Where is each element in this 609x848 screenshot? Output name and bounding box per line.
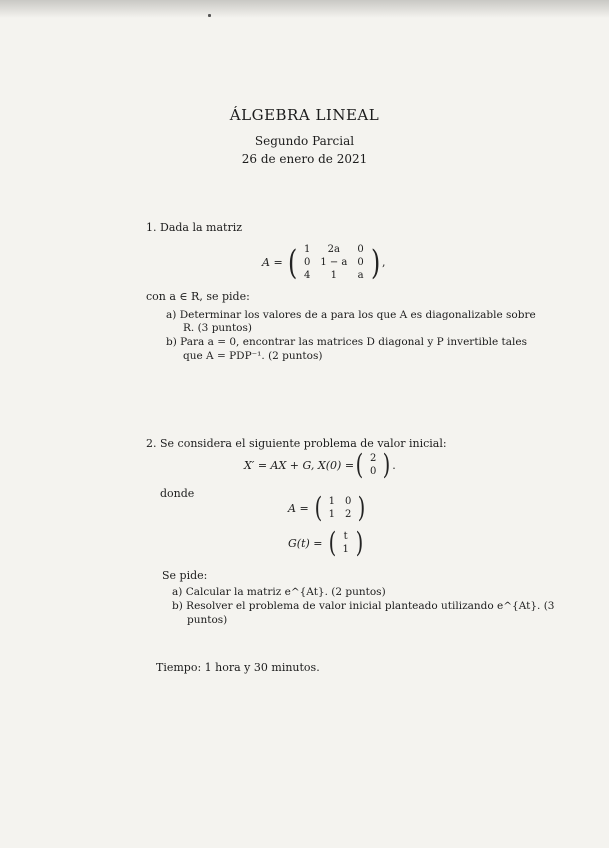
vector-row xyxy=(337,543,353,556)
part-text: Determinar los valores de a para los que A es diagonalizable sobre xyxy=(179,309,536,321)
exam-subtitle: Segundo Parcial xyxy=(254,134,355,148)
part-1b xyxy=(166,336,527,348)
matrix-cell: 1 xyxy=(330,270,338,281)
vector-row xyxy=(365,452,381,465)
part-label: b) xyxy=(166,336,177,348)
part-text: Para a = 0, encontrar las matrices D diagonal y P invertible tales xyxy=(180,336,527,348)
left-paren: ( xyxy=(328,526,336,559)
scan-speck xyxy=(208,14,211,17)
g-label: G(t) = xyxy=(288,536,323,550)
g-vector xyxy=(337,530,353,556)
matrix-A-label: A = xyxy=(262,256,283,269)
x0-vector xyxy=(365,452,381,478)
part-text: Calcular la matriz e^{At}. (2 puntos) xyxy=(185,586,386,598)
matrix-cell: 1 xyxy=(328,509,335,520)
left-paren: ( xyxy=(314,491,322,524)
problem-1-number: 1. xyxy=(146,221,157,234)
part-label: a) xyxy=(166,309,177,321)
part-2b xyxy=(172,600,554,612)
vector-cell: 0 xyxy=(369,466,377,477)
matrix-A2-display xyxy=(288,491,367,524)
g-vector-display xyxy=(288,526,365,559)
matrix-row xyxy=(299,243,369,256)
matrix-row xyxy=(324,495,357,508)
part-2a xyxy=(172,586,386,598)
vector-row xyxy=(365,465,381,478)
vector-cell: 2 xyxy=(369,453,377,464)
right-paren: ) xyxy=(383,448,391,481)
matrix-A2 xyxy=(324,495,357,521)
matrix-cell: 0 xyxy=(344,496,352,507)
equation-text: X′ = AX + G, X(0) = xyxy=(244,458,355,472)
matrix-row xyxy=(299,269,369,282)
part-2b-cont: puntos) xyxy=(187,614,228,626)
matrix-cell: 0 xyxy=(357,257,364,268)
matrix-cell: a xyxy=(357,270,364,281)
equation-tail: . xyxy=(392,458,396,472)
matrix-A2-label: A = xyxy=(288,501,309,515)
matrix-cell: 0 xyxy=(303,257,311,268)
part-1a-cont: R. (3 puntos) xyxy=(183,322,252,334)
exam-title: ÁLGEBRA LINEAL xyxy=(229,106,380,124)
problem-1 xyxy=(146,221,242,234)
left-paren: ( xyxy=(287,242,297,283)
matrix-cell: 2 xyxy=(344,509,352,520)
part-1b-cont: que A = PDP⁻¹. (2 puntos) xyxy=(183,350,323,362)
vector-cell: 1 xyxy=(342,544,349,555)
exam-date: 26 de enero de 2021 xyxy=(241,152,368,166)
right-paren: ) xyxy=(370,242,381,283)
matrix-cell: 2a xyxy=(327,244,340,255)
matrix-row xyxy=(324,508,357,521)
part-1a xyxy=(166,309,536,321)
problem-1-condition: con a ∈ R, se pide: xyxy=(146,290,250,303)
matrix-cell: 4 xyxy=(303,270,311,281)
matrix-cell: 1 xyxy=(328,496,335,507)
vector-cell: t xyxy=(343,531,348,542)
vector-row xyxy=(337,530,353,543)
matrix-A xyxy=(299,243,369,282)
se-pide-label: Se pide: xyxy=(162,569,208,582)
matrix-cell: 1 − a xyxy=(320,257,348,268)
matrix-cell: 1 xyxy=(303,244,311,255)
exam-duration: Tiempo: 1 hora y 30 minutos. xyxy=(156,661,320,674)
problem-2 xyxy=(146,437,447,450)
matrix-tail: , xyxy=(382,256,386,269)
right-paren: ) xyxy=(355,526,364,559)
donde-label: donde xyxy=(160,487,195,500)
problem-2-intro: Se considera el siguiente problema de valor inicial: xyxy=(160,437,447,450)
scan-shadow xyxy=(0,0,609,18)
matrix-row xyxy=(299,256,369,269)
ivp-equation xyxy=(244,448,396,481)
problem-1-intro: Dada la matriz xyxy=(160,221,243,234)
part-label: a) xyxy=(172,586,183,598)
problem-2-number: 2. xyxy=(146,437,157,450)
right-paren: ) xyxy=(358,491,366,524)
part-label: b) xyxy=(172,600,183,612)
matrix-cell: 0 xyxy=(357,244,364,255)
left-paren: ( xyxy=(355,448,364,481)
exam-header xyxy=(0,106,609,170)
part-text: Resolver el problema de valor inicial planteado utilizando e^{At}. (3 xyxy=(186,600,555,612)
matrix-A-display xyxy=(262,243,386,282)
